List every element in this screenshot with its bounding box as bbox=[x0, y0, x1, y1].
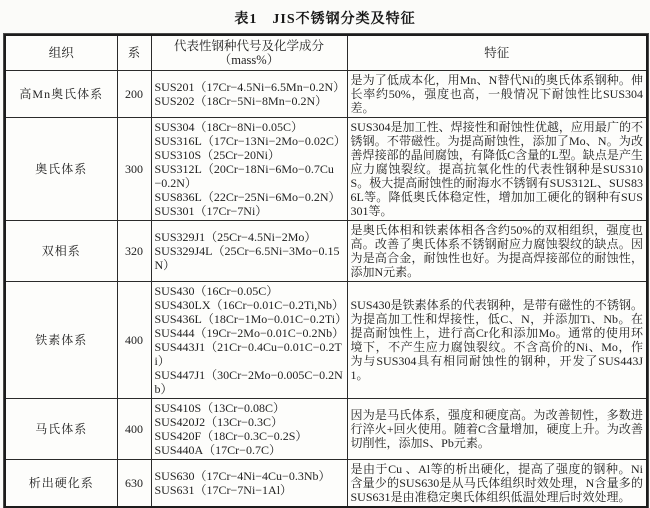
table-row-ferrite bbox=[5, 282, 647, 399]
header-structure: 组织 bbox=[5, 35, 117, 71]
grade-line: SUS410S（13Cr−0.08C） bbox=[154, 401, 285, 415]
grades-cell bbox=[151, 399, 347, 460]
grade-line: SUS836L（22Cr−25Ni−6Mo−0.2N） bbox=[154, 190, 341, 204]
features-cell: 是为了低成本化，用Mn、N替代Ni的奥氏体系钢种。伸长率约50%，强度也高，一般情况下耐蚀性比SUS304差。 bbox=[347, 71, 647, 118]
structure-cell: 马氏体系 bbox=[5, 399, 117, 460]
grade-line: SUS329J4L（25Cr−6.5Ni−3Mo−0.15N） bbox=[154, 244, 340, 272]
features-cell: SUS430是铁素体系的代表钢种，是带有磁性的不锈钢。为提高加工性和焊接性，低C、N，并添加Ti、Nb。在提高耐蚀性上，进行高Cr化和添加Mo。通常的使用环境下，不产生应力腐蚀裂纹。不含高价的Ni、Mo，作为与SUS304具有相同耐蚀性的钢种，开发了SUS443J1。 bbox=[347, 282, 647, 399]
grade-line: SUS430（16Cr−0.05C） bbox=[154, 284, 279, 298]
grades-cell bbox=[151, 460, 347, 508]
table-row-precipitation-hardening bbox=[5, 460, 647, 508]
grade-line: SUS443J1（21Cr−0.4Cu−0.01C−0.2Ti） bbox=[154, 340, 342, 368]
series-cell: 320 bbox=[117, 221, 151, 282]
grade-line: SUS447J1（30Cr−2Mo−0.005C−0.2Nb） bbox=[154, 368, 343, 396]
grade-line: SUS420J2（13Cr−0.3C） bbox=[154, 415, 283, 429]
grade-line: SUS201（17Cr−4.5Ni−6.5Mn−0.2N） bbox=[154, 80, 346, 94]
grade-line: SUS312L（20Cr−18Ni−6Mo−0.7Cu−0.2N） bbox=[154, 162, 334, 190]
table-title: 表1 JIS不锈钢分类及特征 bbox=[234, 12, 416, 27]
series-cell: 630 bbox=[117, 460, 151, 508]
grade-line: SUS420F（18Cr−0.3C−0.2S） bbox=[154, 429, 308, 443]
grade-line: SUS310S（25Cr−20Ni） bbox=[154, 148, 280, 162]
structure-cell: 高Mn奥氏体系 bbox=[5, 71, 117, 118]
grades-cell bbox=[151, 118, 347, 221]
grade-line: SUS316L（17Cr−13Ni−2Mo−0.02C） bbox=[154, 134, 346, 148]
grade-line: SUS631（17Cr−7Ni−1Al） bbox=[154, 483, 293, 497]
structure-cell: 双相系 bbox=[5, 221, 117, 282]
structure-cell: 奥氏体系 bbox=[5, 118, 117, 221]
steel-classification-table bbox=[4, 34, 648, 508]
table-row-high-mn-austenite bbox=[5, 71, 647, 118]
grade-line: SUS304（18Cr−8Ni−0.05C） bbox=[154, 120, 304, 134]
series-cell: 400 bbox=[117, 399, 151, 460]
grade-line: SUS329J1（25Cr−4.5Ni−2Mo） bbox=[154, 230, 317, 244]
grade-line: SUS301（17Cr−7Ni） bbox=[154, 204, 268, 218]
series-cell: 300 bbox=[117, 118, 151, 221]
grades-cell bbox=[151, 71, 347, 118]
header-row bbox=[5, 35, 647, 71]
header-series: 系 bbox=[117, 35, 151, 71]
grades-cell bbox=[151, 221, 347, 282]
features-cell: 是奥氏体相和铁素体相各含约50%的双相组织，强度也高。改善了奥氏体系不锈钢耐应力腐蚀裂纹的缺点。因为是高合金，耐蚀性也好。为提高焊接部位的耐蚀性，添加N元素。 bbox=[347, 221, 647, 282]
grade-line: SUS444（19Cr−2Mo−0.01C−0.2Nb） bbox=[154, 326, 345, 340]
grade-line: SUS436L（18Cr−1Mo−0.01C−0.2Ti） bbox=[154, 312, 348, 326]
table-row-duplex bbox=[5, 221, 647, 282]
grade-line: SUS202（18Cr−5Ni−8Mn−0.2N） bbox=[154, 94, 328, 108]
grades-cell bbox=[151, 282, 347, 399]
grade-line: SUS440A（17Cr−0.7C） bbox=[154, 443, 281, 457]
features-cell: SUS304是加工性、焊接性和耐蚀性优越，应用最广的不锈钢。不带磁性。为提高耐蚀性，添加了Mo、N。为改善焊接部的晶间腐蚀，有降低C含量的L型。缺点是产生应力腐蚀裂纹。提高抗氧化性的代表性钢种是SUS310S。极大提高耐蚀性的耐海水不锈钢有SUS312L、SUS836L等。降低奥氏体稳定性，增加加工硬化的钢种有SUS301等。 bbox=[347, 118, 647, 221]
table-row-martensite bbox=[5, 399, 647, 460]
features-cell: 因为是马氏体系，强度和硬度高。为改善韧性，多数进行淬火+回火使用。随着C含量增加，硬度上升。为改善切削性，添加S、Pb元素。 bbox=[347, 399, 647, 460]
series-cell: 400 bbox=[117, 282, 151, 399]
series-cell: 200 bbox=[117, 71, 151, 118]
table-row-austenite bbox=[5, 118, 647, 221]
grade-line: SUS630（17Cr−4Ni−4Cu−0.3Nb） bbox=[154, 469, 331, 483]
grade-line: SUS430LX（16Cr−0.01C−0.2Ti,Nb） bbox=[154, 298, 344, 312]
structure-cell: 铁素体系 bbox=[5, 282, 117, 399]
features-cell: 是由于Cu 、Al等的析出硬化，提高了强度的钢种。Ni含量少的SUS630是从马氏体组织时效处理，N含量多的SUS631是由准稳定奥氏体组织低温处理后时效处理。 bbox=[347, 460, 647, 508]
structure-cell: 析出硬化系 bbox=[5, 460, 117, 508]
header-grades: 代表性钢种代号及化学成分（mass%） bbox=[151, 35, 347, 71]
header-features: 特征 bbox=[347, 35, 647, 71]
